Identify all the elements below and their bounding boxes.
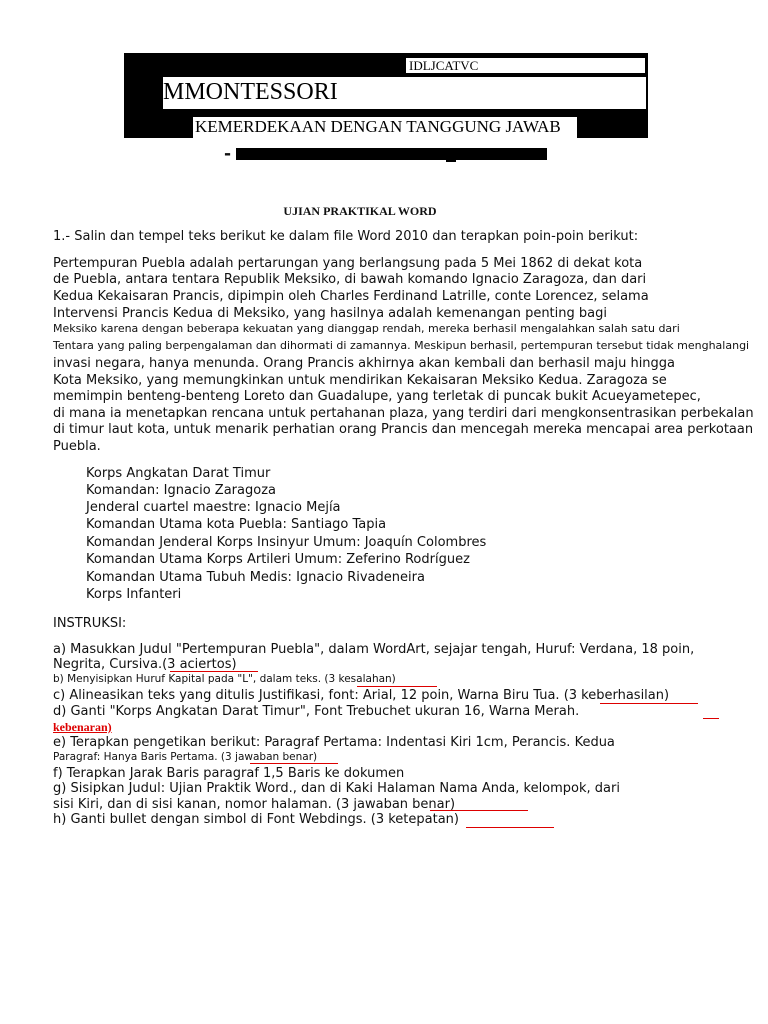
red-underline xyxy=(357,686,437,687)
red-underline xyxy=(250,763,338,764)
passage-line: di timur laut kota, untuk menarik perhatian orang Prancis dan mencegah mereka mencapai area perkotaan xyxy=(53,422,754,437)
passage-line: Intervensi Prancis Kedua di Meksiko, yang hasilnya adalah kemenangan penting bagi xyxy=(53,306,607,321)
passage-line: Pertempuran Puebla adalah pertarungan yang berlangsung pada 5 Mei 1862 di dekat kota xyxy=(53,256,643,271)
list-item xyxy=(76,483,276,498)
instruction-line: Paragraf: Hanya Baris Pertama. (3 jawaban benar) xyxy=(53,751,318,763)
passage-line: memimpin benteng-benteng Loreto dan Guadalupe, yang terletak di puncak bukit Acueyametepec, xyxy=(53,389,701,404)
school-code: IDLJCATVC xyxy=(405,57,646,74)
red-note: kebenaran) xyxy=(53,720,112,734)
instruction-line: c) Alineasikan teks yang ditulis Justifikasi, font: Arial, 12 poin, Warna Biru Tua. (3 keberhasilan) xyxy=(53,688,670,703)
banner-bar-bottom xyxy=(236,148,547,160)
list-item xyxy=(76,587,181,602)
instruction-line: f) Terapkan Jarak Baris paragraf 1,5 Baris ke dokumen xyxy=(53,766,405,781)
document-title: UJIAN PRAKTIKAL WORD xyxy=(283,204,437,218)
school-motto: KEMERDEKAAN DENGAN TANGGUNG JAWAB xyxy=(193,117,577,139)
banner-bar-notch xyxy=(446,156,456,162)
red-underline xyxy=(703,718,719,719)
list-item-text: Komandan: Ignacio Zaragoza xyxy=(86,483,276,498)
red-underline xyxy=(170,671,258,672)
list-item xyxy=(76,570,425,585)
list-item xyxy=(76,466,270,481)
instruction-line: h) Ganti bullet dengan simbol di Font Webdings. (3 ketepatan) xyxy=(53,812,459,827)
instruction-line: e) Terapkan pengetikan berikut: Paragraf Pertama: Indentasi Kiri 1cm, Perancis. Kedua xyxy=(53,735,615,750)
passage-line: di mana ia menetapkan rencana untuk pertahanan plaza, yang terdiri dari mengkonsentrasikan perbekalan xyxy=(53,406,754,421)
list-item-text: Korps Infanteri xyxy=(86,587,182,602)
red-underline xyxy=(430,810,528,811)
intro-text: 1.- Salin dan tempel teks berikut ke dalam file Word 2010 dan terapkan poin-poin berikut: xyxy=(53,229,639,244)
instruction-line: b) Menyisipkan Huruf Kapital pada "L", dalam teks. (3 kesalahan) xyxy=(53,673,396,685)
list-item xyxy=(76,517,386,532)
list-item-text: Komandan Utama Tubuh Medis: Ignacio Rivadeneira xyxy=(86,570,425,585)
passage-line: invasi negara, hanya menunda. Orang Prancis akhirnya akan kembali dan berhasil maju hingga xyxy=(53,356,676,371)
red-underline xyxy=(600,703,698,704)
list-item-text: Korps Angkatan Darat Timur xyxy=(86,466,271,481)
list-item-text: Komandan Utama Korps Artileri Umum: Zeferino Rodríguez xyxy=(86,552,470,567)
instruction-line: g) Sisipkan Judul: Ujian Praktik Word., dan di Kaki Halaman Nama Anda, kelompok, dari xyxy=(53,781,620,796)
passage-line: de Puebla, antara tentara Republik Meksiko, di bawah komando Ignacio Zaragoza, dan dari xyxy=(53,272,647,287)
instructions-heading: INSTRUKSI: xyxy=(53,616,127,631)
passage-line: Kota Meksiko, yang memungkinkan untuk mendirikan Kekaisaran Meksiko Kedua. Zaragoza se xyxy=(53,373,667,388)
instruction-line: d) Ganti "Korps Angkatan Darat Timur", Font Trebuchet ukuran 16, Warna Merah. xyxy=(53,704,580,719)
instruction-line: sisi Kiri, dan di sisi kanan, nomor halaman. (3 jawaban benar) xyxy=(53,797,456,812)
passage-line: Tentara yang paling berpengalaman dan dihormati di zamannya. Meskipun berhasil, pertempuran tersebut tidak menghalangi xyxy=(53,339,750,352)
red-underline xyxy=(466,827,554,828)
list-item-text: Komandan Jenderal Korps Insinyur Umum: Joaquín Colombres xyxy=(86,535,487,550)
instruction-line: Negrita, Cursiva.(3 aciertos) xyxy=(53,657,237,672)
passage-line: Meksiko karena dengan beberapa kekuatan yang dianggap rendah, mereka berhasil mengalahkan salah satu dari xyxy=(53,322,680,335)
passage-line: Puebla. xyxy=(53,439,101,454)
school-name: MMONTESSORI xyxy=(163,77,646,109)
instruction-line: a) Masukkan Judul "Pertempuran Puebla", dalam WordArt, sejajar tengah, Huruf: Verdana, 18 poin, xyxy=(53,642,695,657)
list-item-text: Komandan Utama kota Puebla: Santiago Tapia xyxy=(86,517,387,532)
list-item-text: Jenderal cuartel maestre: Ignacio Mejía xyxy=(86,500,341,515)
list-item xyxy=(76,535,486,550)
list-item xyxy=(76,500,341,515)
passage-line: Kedua Kekaisaran Prancis, dipimpin oleh Charles Ferdinand Latrille, conte Lorencez, selama xyxy=(53,289,649,304)
banner-dash: - xyxy=(224,144,232,164)
list-item xyxy=(76,552,470,567)
